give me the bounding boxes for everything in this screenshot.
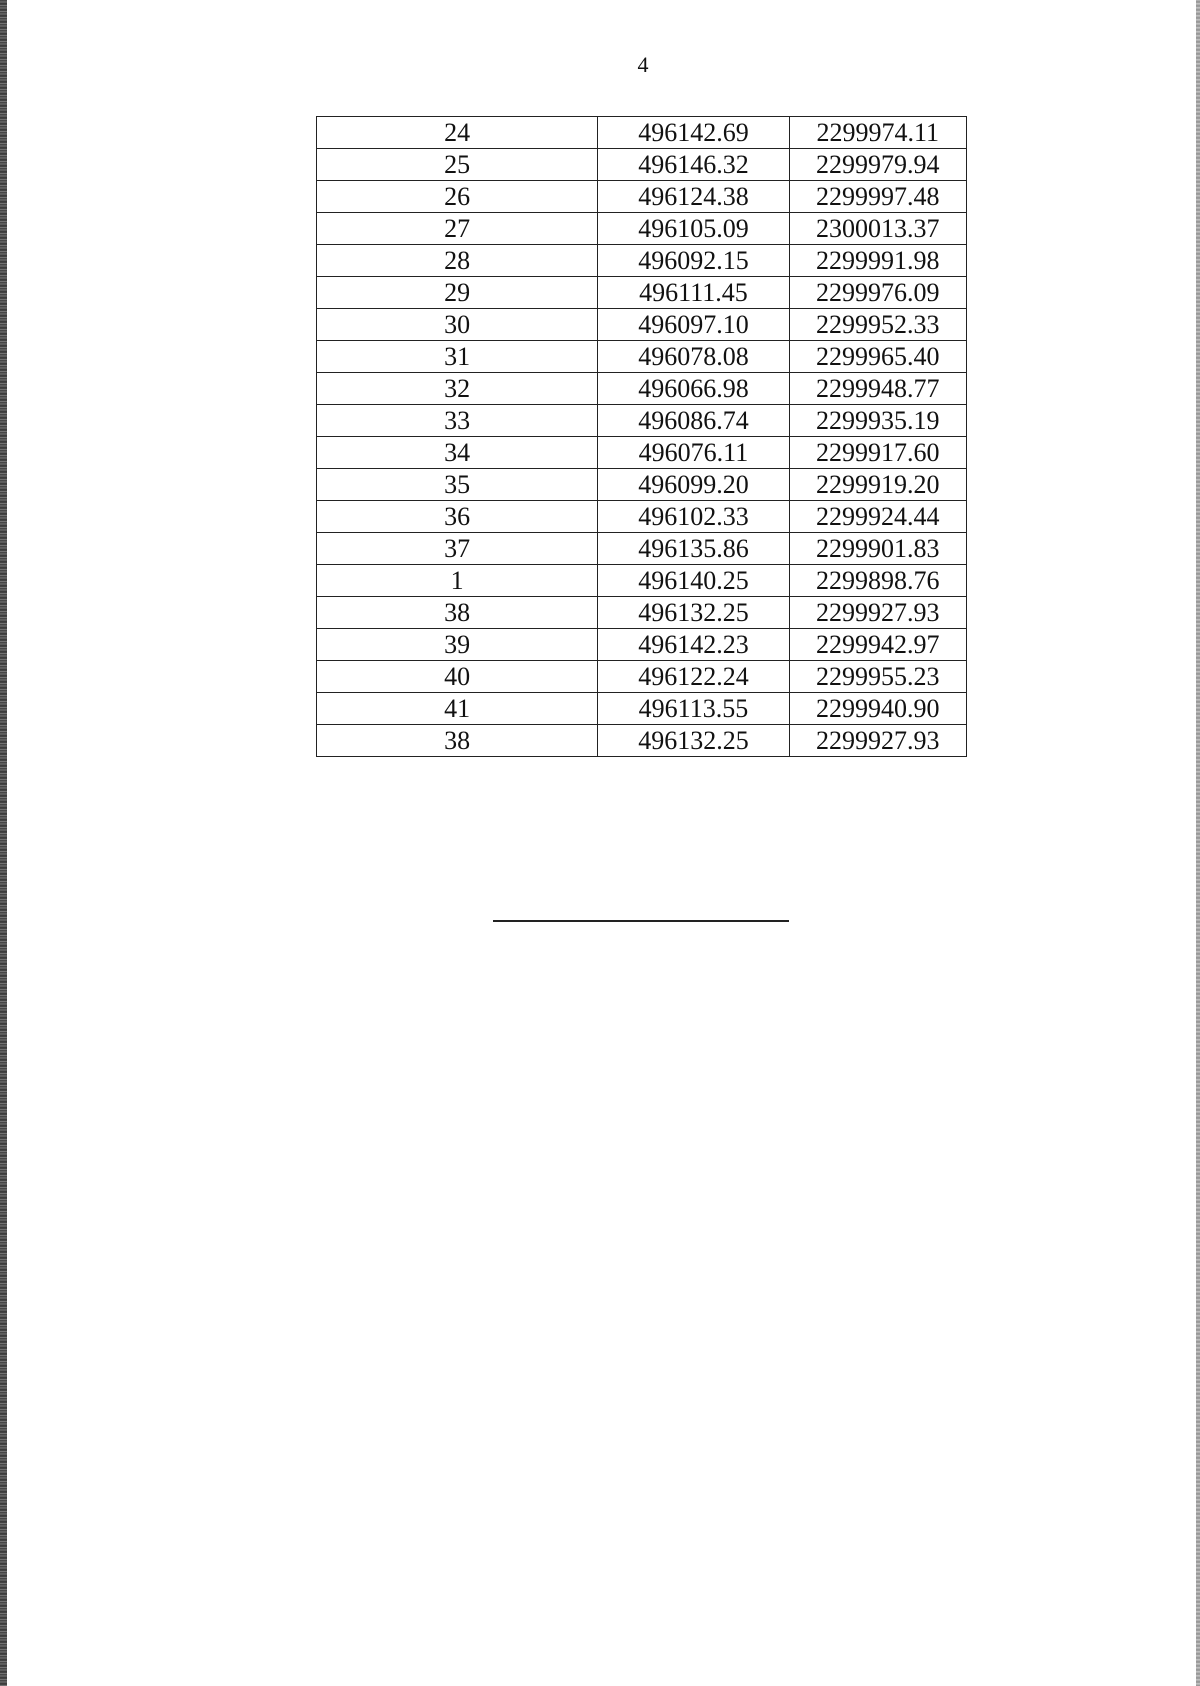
page-number: 4 bbox=[637, 52, 649, 77]
y-coordinate-cell: 2299919.20 bbox=[789, 469, 966, 501]
x-coordinate-cell: 496078.08 bbox=[598, 341, 789, 373]
x-coordinate-cell: 496105.09 bbox=[598, 213, 789, 245]
y-coordinate-cell: 2299935.19 bbox=[789, 405, 966, 437]
point-number-cell: 34 bbox=[317, 437, 598, 469]
table-row bbox=[317, 341, 967, 373]
point-number-cell: 33 bbox=[317, 405, 598, 437]
x-coordinate-cell: 496076.11 bbox=[598, 437, 789, 469]
table-row bbox=[317, 661, 967, 693]
y-coordinate-cell: 2299940.90 bbox=[789, 693, 966, 725]
y-coordinate-cell: 2299976.09 bbox=[789, 277, 966, 309]
table-row bbox=[317, 501, 967, 533]
x-coordinate-cell: 496092.15 bbox=[598, 245, 789, 277]
x-coordinate-cell: 496132.25 bbox=[598, 725, 789, 757]
table-row bbox=[317, 149, 967, 181]
y-coordinate-cell: 2299898.76 bbox=[789, 565, 966, 597]
y-coordinate-cell: 2299979.94 bbox=[789, 149, 966, 181]
point-number-cell: 31 bbox=[317, 341, 598, 373]
y-coordinate-cell: 2299924.44 bbox=[789, 501, 966, 533]
table-row bbox=[317, 693, 967, 725]
table-row bbox=[317, 309, 967, 341]
x-coordinate-cell: 496142.23 bbox=[598, 629, 789, 661]
table-row bbox=[317, 725, 967, 757]
x-coordinate-cell: 496099.20 bbox=[598, 469, 789, 501]
point-number-cell: 41 bbox=[317, 693, 598, 725]
point-number-cell: 32 bbox=[317, 373, 598, 405]
x-coordinate-cell: 496140.25 bbox=[598, 565, 789, 597]
x-coordinate-cell: 496146.32 bbox=[598, 149, 789, 181]
y-coordinate-cell: 2299901.83 bbox=[789, 533, 966, 565]
x-coordinate-cell: 496097.10 bbox=[598, 309, 789, 341]
y-coordinate-cell: 2299927.93 bbox=[789, 597, 966, 629]
point-number-cell: 38 bbox=[317, 597, 598, 629]
point-number-cell: 29 bbox=[317, 277, 598, 309]
point-number-cell: 27 bbox=[317, 213, 598, 245]
y-coordinate-cell: 2299991.98 bbox=[789, 245, 966, 277]
table-row bbox=[317, 405, 967, 437]
x-coordinate-cell: 496086.74 bbox=[598, 405, 789, 437]
point-number-cell: 39 bbox=[317, 629, 598, 661]
table-row bbox=[317, 533, 967, 565]
point-number-cell: 26 bbox=[317, 181, 598, 213]
table-row bbox=[317, 437, 967, 469]
x-coordinate-cell: 496102.33 bbox=[598, 501, 789, 533]
x-coordinate-cell: 496111.45 bbox=[598, 277, 789, 309]
y-coordinate-cell: 2300013.37 bbox=[789, 213, 966, 245]
point-number-cell: 24 bbox=[317, 117, 598, 149]
table-row bbox=[317, 373, 967, 405]
x-coordinate-cell: 496122.24 bbox=[598, 661, 789, 693]
table-row bbox=[317, 277, 967, 309]
table-row bbox=[317, 565, 967, 597]
point-number-cell: 35 bbox=[317, 469, 598, 501]
x-coordinate-cell: 496132.25 bbox=[598, 597, 789, 629]
x-coordinate-cell: 496066.98 bbox=[598, 373, 789, 405]
point-number-cell: 1 bbox=[317, 565, 598, 597]
point-number-cell: 36 bbox=[317, 501, 598, 533]
y-coordinate-cell: 2299997.48 bbox=[789, 181, 966, 213]
point-number-cell: 37 bbox=[317, 533, 598, 565]
table-row bbox=[317, 117, 967, 149]
point-number-cell: 38 bbox=[317, 725, 598, 757]
y-coordinate-cell: 2299952.33 bbox=[789, 309, 966, 341]
point-number-cell: 25 bbox=[317, 149, 598, 181]
table-row bbox=[317, 181, 967, 213]
coordinates-table-body bbox=[317, 117, 967, 757]
y-coordinate-cell: 2299974.11 bbox=[789, 117, 966, 149]
y-coordinate-cell: 2299917.60 bbox=[789, 437, 966, 469]
coordinates-table bbox=[316, 116, 967, 757]
point-number-cell: 28 bbox=[317, 245, 598, 277]
table-row bbox=[317, 213, 967, 245]
scan-edge-left bbox=[0, 0, 7, 1686]
point-number-cell: 30 bbox=[317, 309, 598, 341]
x-coordinate-cell: 496113.55 bbox=[598, 693, 789, 725]
y-coordinate-cell: 2299948.77 bbox=[789, 373, 966, 405]
table-row bbox=[317, 245, 967, 277]
y-coordinate-cell: 2299965.40 bbox=[789, 341, 966, 373]
point-number-cell: 40 bbox=[317, 661, 598, 693]
x-coordinate-cell: 496135.86 bbox=[598, 533, 789, 565]
y-coordinate-cell: 2299942.97 bbox=[789, 629, 966, 661]
end-of-document-rule bbox=[493, 920, 789, 922]
table-row bbox=[317, 597, 967, 629]
scan-edge-right bbox=[1196, 0, 1200, 1686]
x-coordinate-cell: 496124.38 bbox=[598, 181, 789, 213]
table-row bbox=[317, 629, 967, 661]
y-coordinate-cell: 2299927.93 bbox=[789, 725, 966, 757]
table-row bbox=[317, 469, 967, 501]
y-coordinate-cell: 2299955.23 bbox=[789, 661, 966, 693]
x-coordinate-cell: 496142.69 bbox=[598, 117, 789, 149]
